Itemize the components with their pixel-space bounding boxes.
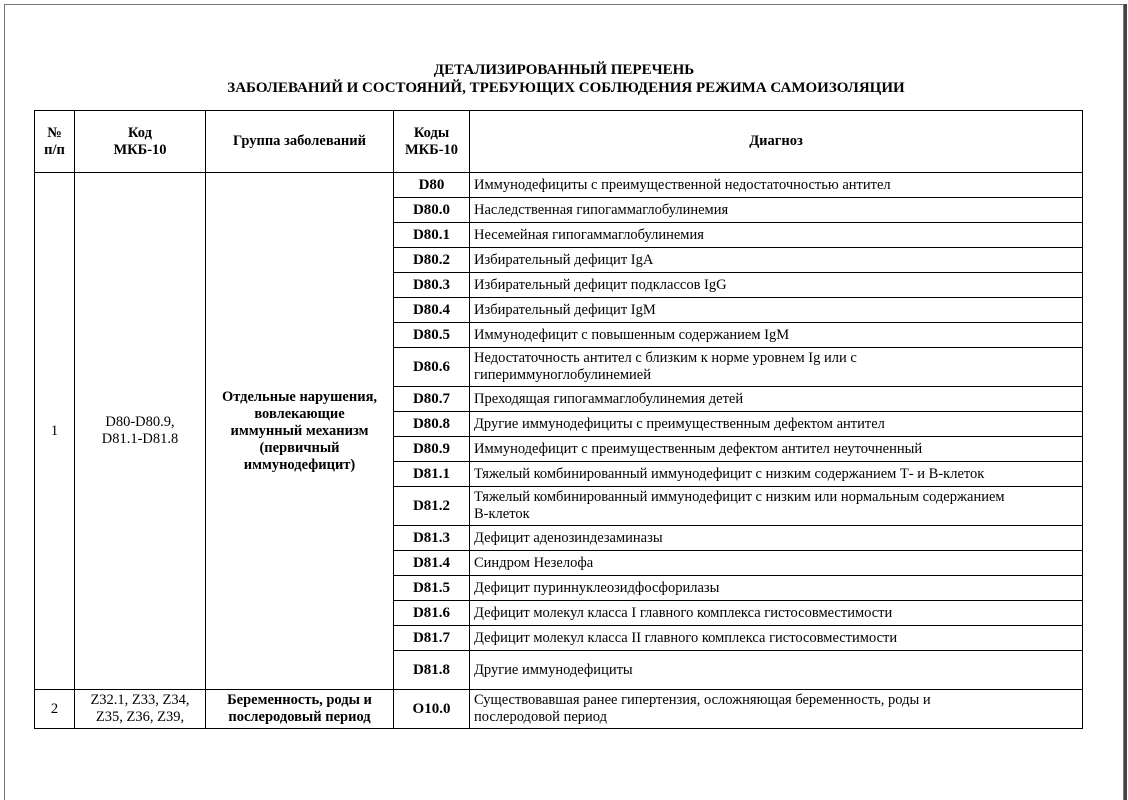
icd-code: D80.7: [394, 387, 470, 412]
table-header-row: [35, 111, 1083, 173]
section-number: 2: [35, 690, 75, 729]
diseases-table: [34, 110, 1083, 729]
icd-code: D80.8: [394, 412, 470, 437]
icd-code: D80: [394, 173, 470, 198]
document-title-line-1: ДЕТАЛИЗИРОВАННЫЙ ПЕРЕЧЕНЬ: [433, 62, 695, 78]
header-codes: Коды МКБ-10: [394, 111, 470, 173]
diagnosis: Синдром Незелофа: [470, 551, 1083, 576]
diagnosis: Дефицит пуриннуклеозидфосфорилазы: [470, 576, 1083, 601]
diagnosis: Иммунодефицит с повышенным содержанием IgM: [470, 323, 1083, 348]
section-group: Беременность, роды и послеродовый период: [206, 690, 394, 729]
icd-code: D81.7: [394, 626, 470, 651]
icd-code: D80.3: [394, 273, 470, 298]
icd-code: D81.6: [394, 601, 470, 626]
diagnosis: Наследственная гипогаммаглобулинемия: [470, 198, 1083, 223]
diagnosis: Дефицит молекул класса II главного комплекса гистосовместимости: [470, 626, 1083, 651]
diagnosis: Другие иммунодефициты: [470, 651, 1083, 690]
header-diagnosis: Диагноз: [470, 111, 1083, 173]
diagnosis: Тяжелый комбинированный иммунодефицит с низким или нормальным содержанием В-клеток: [470, 487, 1083, 526]
icd-code: D80.9: [394, 437, 470, 462]
diagnosis: Избирательный дефицит IgA: [470, 248, 1083, 273]
icd-code: D80.5: [394, 323, 470, 348]
diagnosis: Несемейная гипогаммаглобулинемия: [470, 223, 1083, 248]
section-group: Отдельные нарушения, вовлекающие иммунный механизм (первичный иммунодефицит): [206, 173, 394, 690]
icd-code: D81.5: [394, 576, 470, 601]
diagnosis: Преходящая гипогаммаглобулинемия детей: [470, 387, 1083, 412]
diagnosis: Другие иммунодефициты с преимущественным дефектом антител: [470, 412, 1083, 437]
icd-code: D80.4: [394, 298, 470, 323]
diagnosis: Избирательный дефицит подклассов IgG: [470, 273, 1083, 298]
icd-code: D81.1: [394, 462, 470, 487]
document-title-line-2: ЗАБОЛЕВАНИЙ И СОСТОЯНИЙ, ТРЕБУЮЩИХ СОБЛЮДЕНИЯ РЕЖИМА САМОИЗОЛЯЦИИ: [227, 80, 905, 96]
diagnosis: Иммунодефициты с преимущественной недостаточностью антител: [470, 173, 1083, 198]
icd-code: D81.3: [394, 526, 470, 551]
diagnosis: Избирательный дефицит IgM: [470, 298, 1083, 323]
section-code-range: D80-D80.9, D81.1-D81.8: [75, 173, 206, 690]
header-code: Код МКБ-10: [75, 111, 206, 173]
section-code-range: Z32.1, Z33, Z34, Z35, Z36, Z39,: [75, 690, 206, 729]
icd-code: D80.1: [394, 223, 470, 248]
diagnosis: Существовавшая ранее гипертензия, осложняющая беременность, роды и послеродовой период: [470, 690, 1083, 729]
icd-code: D81.8: [394, 651, 470, 690]
icd-code: D80.2: [394, 248, 470, 273]
table-row: [35, 173, 1083, 198]
diagnosis: Тяжелый комбинированный иммунодефицит с низким содержанием Т- и В-клеток: [470, 462, 1083, 487]
header-num: № п/п: [35, 111, 75, 173]
diagnosis: Дефицит молекул класса I главного комплекса гистосовместимости: [470, 601, 1083, 626]
diagnosis: Иммунодефицит с преимущественным дефектом антител неуточненный: [470, 437, 1083, 462]
header-group: Группа заболеваний: [206, 111, 394, 173]
icd-code: D81.2: [394, 487, 470, 526]
icd-code: D80.6: [394, 348, 470, 387]
table-row: [35, 690, 1083, 729]
diagnosis: Дефицит аденозиндезаминазы: [470, 526, 1083, 551]
section-number: 1: [35, 173, 75, 690]
icd-code: D80.0: [394, 198, 470, 223]
diagnosis: Недостаточность антител с близким к норме уровнем Ig или с гипериммуноглобулинемией: [470, 348, 1083, 387]
document-page: [4, 4, 1124, 800]
icd-code: O10.0: [394, 690, 470, 729]
icd-code: D81.4: [394, 551, 470, 576]
